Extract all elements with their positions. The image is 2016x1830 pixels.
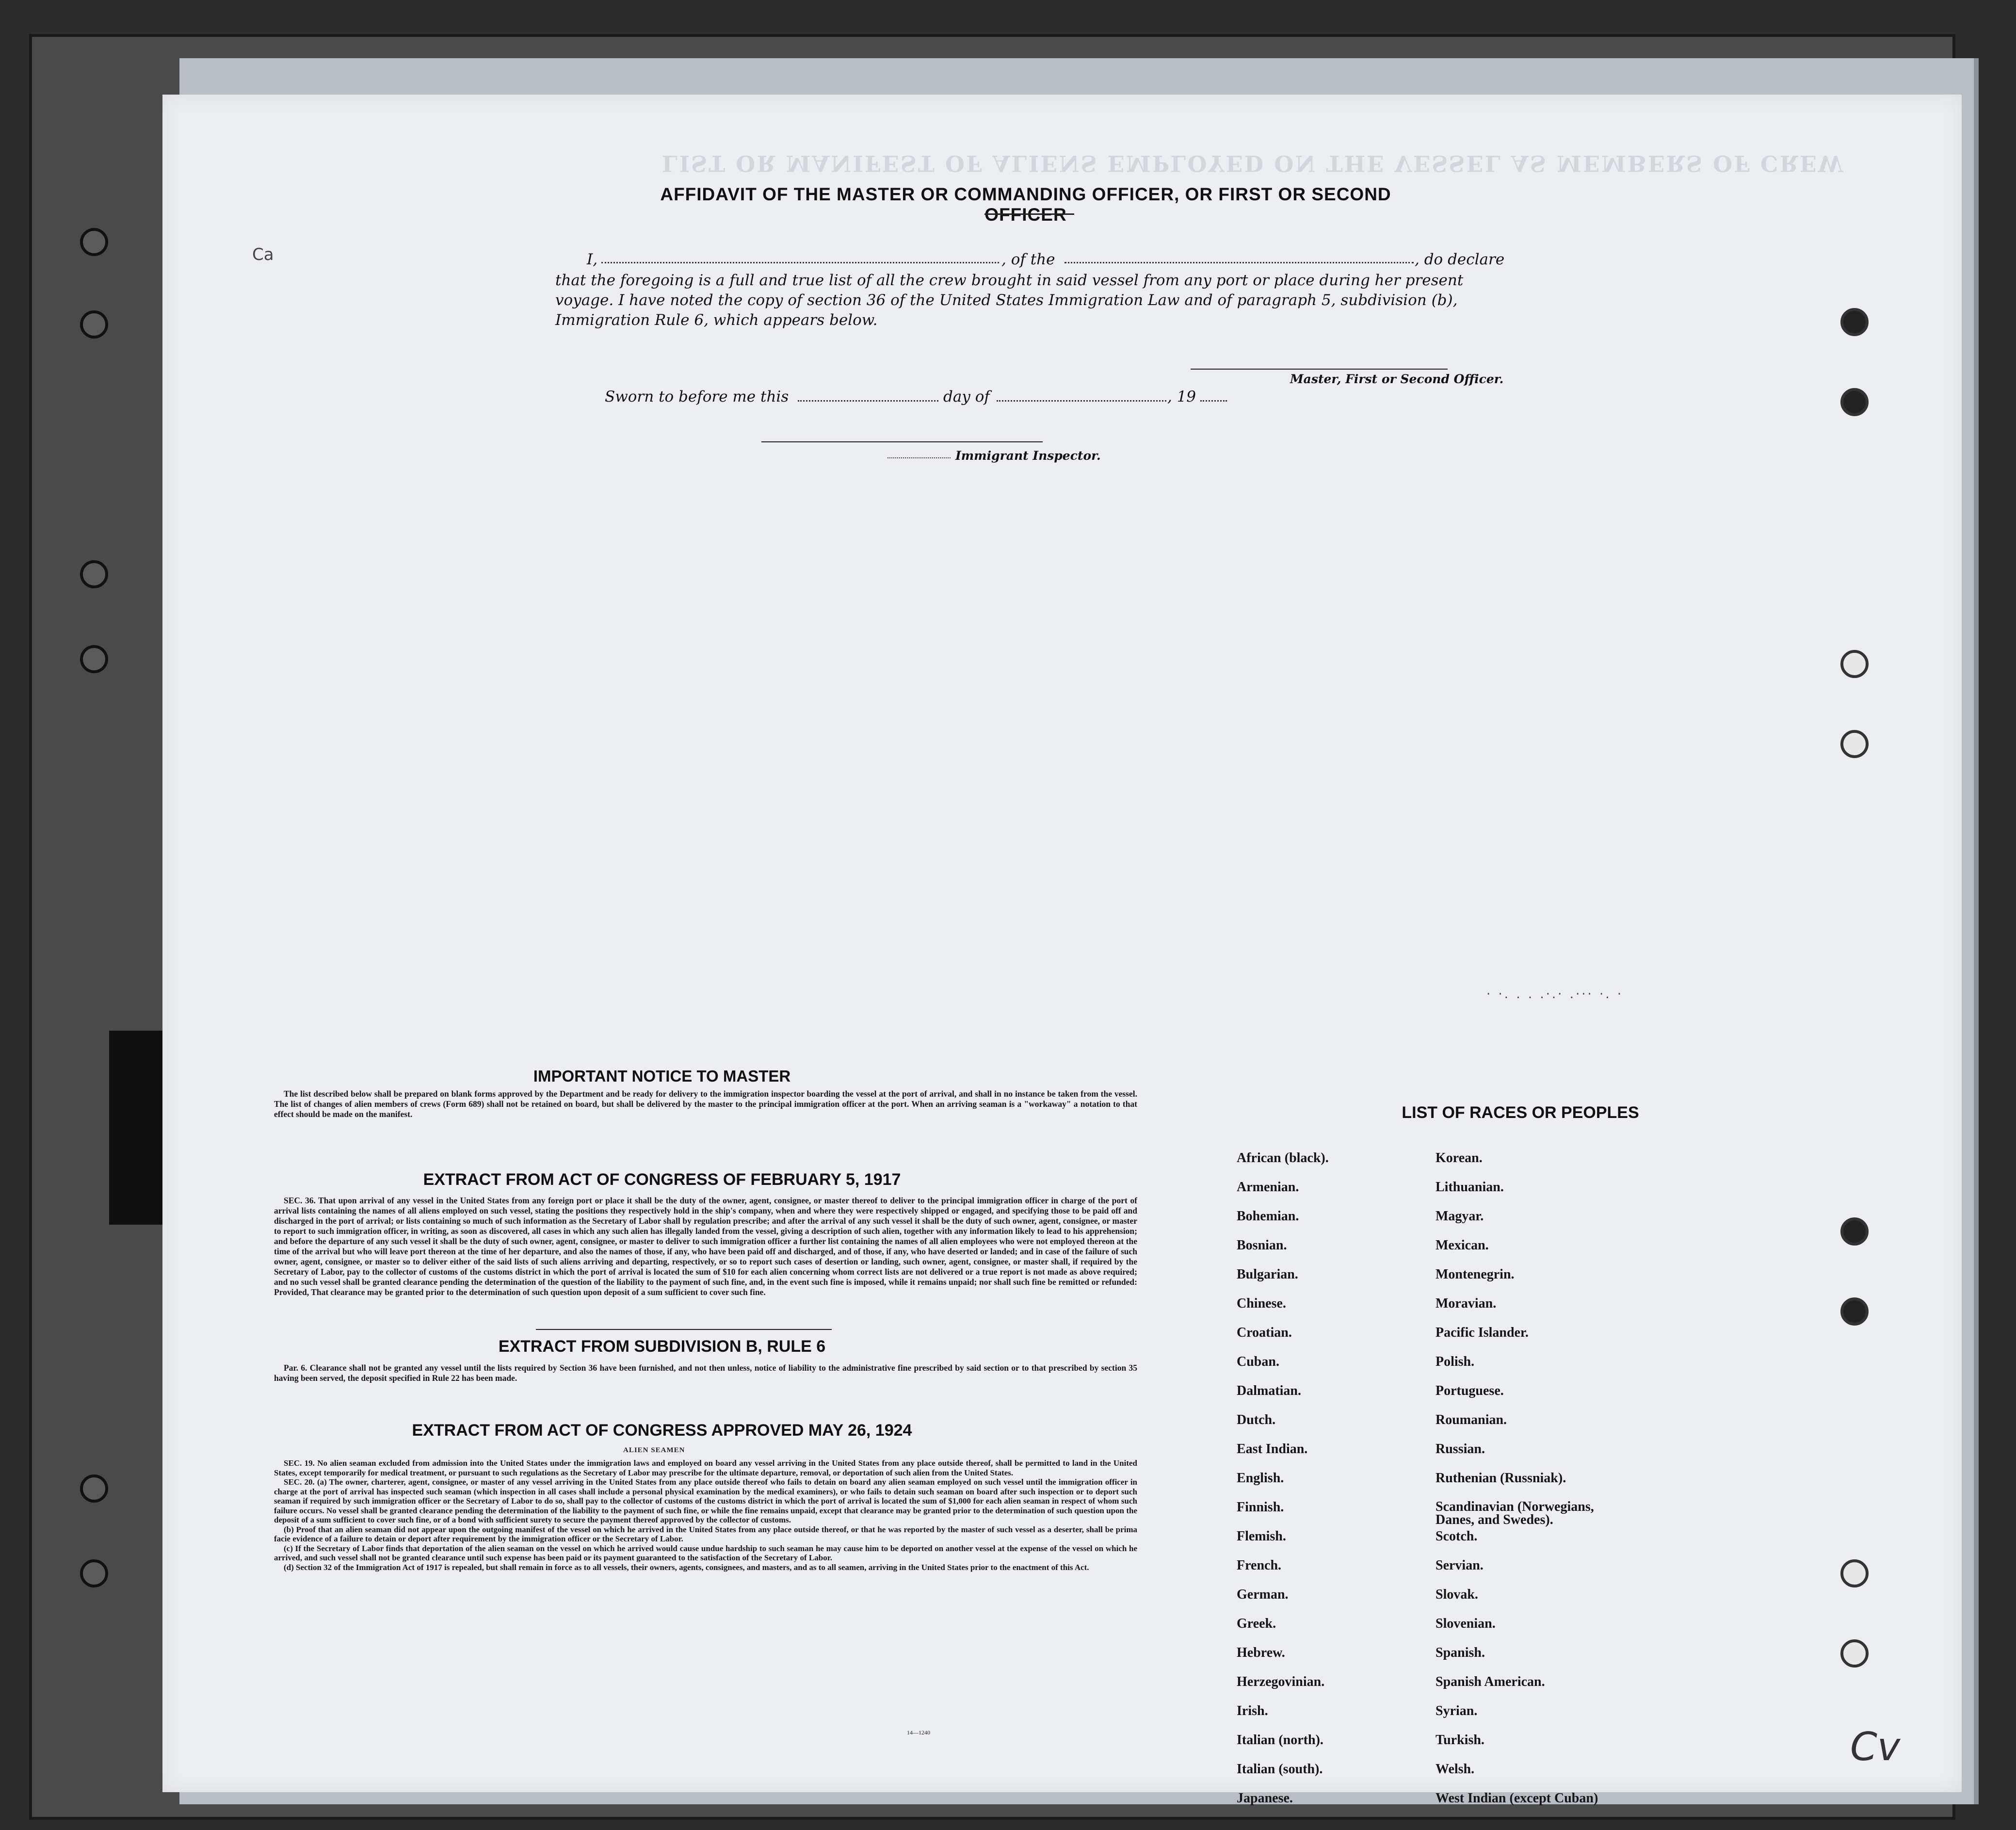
vessel-field-line bbox=[1064, 262, 1414, 263]
title-underline bbox=[984, 213, 1074, 215]
bleed-through: LIST OR MANIFEST OF ALIENS EMPLOYED ON THE VESSEL AS MEMBERS OF CREW bbox=[662, 150, 1845, 177]
race-item: Montenegrin. bbox=[1435, 1267, 1515, 1282]
binder-hole bbox=[80, 645, 108, 673]
signature-line bbox=[1191, 369, 1448, 370]
sworn-label: Sworn to before me this bbox=[605, 388, 789, 405]
extract-1924-text bbox=[274, 1458, 1137, 1572]
binder-hole bbox=[80, 310, 108, 339]
race-item: Italian (south). bbox=[1237, 1762, 1323, 1777]
race-item: Servian. bbox=[1435, 1558, 1484, 1573]
race-item: East Indian. bbox=[1237, 1441, 1308, 1457]
extract-1924-title: EXTRACT FROM ACT OF CONGRESS APPROVED MAY 26, 1924 bbox=[412, 1421, 912, 1440]
page-hole bbox=[1840, 308, 1869, 336]
par-6-paragraph: Par. 6. Clearance shall not be granted any vessel until the lists required by Section 36 have been furnished, and not then unless, notice of liability to the administrative fine prescribed by said section or to that prescribed by section 35 having been served, the deposit specified in Rule 22 has been made. bbox=[274, 1363, 1137, 1383]
race-item: Irish. bbox=[1237, 1703, 1268, 1718]
affidavit-line-3: Immigration Rule 6, which appears below. bbox=[555, 311, 878, 329]
race-item: Dalmatian. bbox=[1237, 1383, 1301, 1398]
page-hole bbox=[1840, 1559, 1869, 1587]
race-item: Armenian. bbox=[1237, 1180, 1299, 1195]
race-item: Spanish. bbox=[1435, 1645, 1485, 1660]
race-item: Scotch. bbox=[1435, 1529, 1478, 1544]
page-hole bbox=[1840, 1639, 1869, 1668]
page-hole bbox=[1840, 388, 1869, 416]
divider bbox=[536, 1329, 832, 1330]
race-item: Mexican. bbox=[1435, 1238, 1489, 1253]
sec-20a-paragraph: SEC. 20. (a) The owner, charterer, agent, consignee, or master of any vessel arriving in the United States from any place outside thereof who fails to detain on board any alien seaman employed on such vessel until the immigration officer in charge at the port of arrival has inspected such seaman (which inspection in all cases shall include a personal physical examination by the medical examiners), or who fails to detain such seaman on board after such inspection or to deport such seaman if required by such immigration officer or the Secretary of Labor to do so, shall pay to the collector of customs of the customs district in which the port of arrival is located the sum of $1,000 for each alien seaman in respect of whom such failure occurs. No vessel shall be granted clearance pending the determination of the liability to the payment of such fine, or while the fine remains unpaid, except that clearance may be granted prior to the determination of such question upon the deposit of a sum sufficient to cover such fine, or of a bond with sufficient surety to secure the payment thereof approved by the collector of customs. bbox=[274, 1477, 1137, 1524]
sec-20d-paragraph: (d) Section 32 of the Immigration Act of 1917 is repealed, but shall remain in force as to all vessels, their owners, agents, consignees, and masters, and as to all seamen, arriving in the United States prior to the enactment of this Act. bbox=[284, 1562, 1089, 1572]
corner-mark: Cv bbox=[1850, 1724, 1901, 1769]
race-item: Flemish. bbox=[1237, 1529, 1286, 1544]
margin-mark: Ca bbox=[252, 245, 274, 264]
race-item: Russian. bbox=[1435, 1441, 1485, 1457]
sec-20b-paragraph: (b) Proof that an alien seaman did not appear upon the outgoing manifest of the vessel on which he arrived in the United States from any place outside thereof, or that he was reported by the master of such vessel as a deserter, shall be prima facie evidence of a failure to detain or deport after requirement by the immigration officer or the Secretary of Labor. bbox=[274, 1524, 1137, 1543]
race-item: Bohemian. bbox=[1237, 1209, 1299, 1224]
race-item: Lithuanian. bbox=[1435, 1180, 1504, 1195]
alien-seamen-subtitle: ALIEN SEAMEN bbox=[623, 1446, 685, 1454]
sworn-day-line bbox=[798, 400, 938, 402]
sec-19-paragraph: SEC. 19. No alien seaman excluded from admission into the United States under the immigration laws and employed on board any vessel arriving in the United States from any place outside thereof, shall be permitted to land in the United States, except temporarily for medical treatment, or pursuant to such regulations as the Secretary of Labor may prescribe for the ultimate departure, removal, or deportation of such alien from the United States. bbox=[274, 1458, 1137, 1477]
manifest-page bbox=[162, 95, 1962, 1806]
race-item: Herzegovinian. bbox=[1237, 1674, 1325, 1689]
race-item: French. bbox=[1237, 1558, 1282, 1573]
race-item: Turkish. bbox=[1435, 1733, 1484, 1748]
inspector-dots bbox=[887, 457, 951, 458]
sec-36-paragraph: SEC. 36. That upon arrival of any vessel in the United States from any foreign port or place it shall be the duty of the owner, agent, consignee, or master thereof to deliver to the principal immigration officer in charge of the port of arrival lists containing the names of all aliens employed on such vessel, stating the positions they respectively hold in the ship's company, when and where they were respectively shipped or engaged, and specifying those to be paid off and discharged in the port of arrival; or lists containing so much of such information as the Secretary of Labor shall by regulation prescribe; and after the arrival of any such vessel it shall be the duty of such owner, agent, consignee, or master to report to such immigration officer, in writing, as soon as discovered, all cases in which any such alien has illegally landed from the vessel, giving a description of such alien, together with any information likely to lead to his apprehension; and before the departure of any such vessel it shall be the duty of such owner, agent, consignee, or master to deliver to such immigration officer a further list containing the names of all alien employees who were not employed thereon at the time of the arrival but who will leave port thereon at the time of her departure, and also the names of those, if any, who have been paid off and discharged, and of those, if any, who have deserted or landed; and in case of the failure of such owner, agent, consignee, or master so to deliver either of the said lists of such aliens arriving and departing, respectively, or so to report such cases of desertion or landing, such owner, agent, consignee, or master shall, if required by the Secretary of Labor, pay to the collector of customs of the customs district in which the port of arrival is located the sum of $10 for each alien concerning whom correct lists are not delivered or a true report is not made as above required; and no such vessel shall be granted clearance pending the determination of the question of the liability to the payment of such fine, and, in the event such fine is imposed, while it remains unpaid; nor shall such fine be remitted or refunded: Provided, That clearance may be granted prior to the determination of such question upon deposit of a sum sufficient to cover such fine. bbox=[274, 1196, 1137, 1297]
extract-1917-title: EXTRACT FROM ACT OF CONGRESS OF FEBRUARY 5, 1917 bbox=[423, 1170, 901, 1189]
races-right-column bbox=[1435, 1151, 1610, 1820]
affidavit-line-2: voyage. I have noted the copy of section 36 of the United States Immigration Law and of paragraph 5, subdivision (b), bbox=[555, 292, 1458, 309]
year-label: , 19 bbox=[1167, 388, 1196, 405]
race-item: Polish. bbox=[1435, 1354, 1475, 1369]
binder-hole bbox=[80, 1559, 108, 1587]
race-item: Roumanian. bbox=[1435, 1412, 1507, 1427]
binder-hole bbox=[80, 1474, 108, 1503]
rule-6-title: EXTRACT FROM SUBDIVISION B, RULE 6 bbox=[498, 1337, 826, 1356]
race-item: Pacific Islander. bbox=[1435, 1325, 1529, 1340]
faint-scribble: · ·. . . .·.· .··· ·. · bbox=[1486, 987, 1624, 1002]
race-item: Ruthenian (Russniak). bbox=[1435, 1471, 1566, 1486]
race-item: Slovak. bbox=[1435, 1587, 1478, 1602]
race-item: Syrian. bbox=[1435, 1703, 1478, 1718]
race-item: Croatian. bbox=[1237, 1325, 1292, 1340]
page-hole bbox=[1840, 1217, 1869, 1246]
page-hole bbox=[1840, 650, 1869, 678]
name-field-line bbox=[601, 262, 999, 263]
race-item: Moravian. bbox=[1435, 1296, 1497, 1311]
race-item: Chinese. bbox=[1237, 1296, 1286, 1311]
race-item: Finnish. bbox=[1237, 1500, 1284, 1515]
races-title: LIST OF RACES OR PEOPLES bbox=[1402, 1103, 1639, 1122]
race-item: Cuban. bbox=[1237, 1354, 1279, 1369]
race-item: Scandinavian (Norwegians, Danes, and Swedes). bbox=[1435, 1499, 1594, 1527]
race-item: Portuguese. bbox=[1435, 1383, 1504, 1398]
affidavit-i: I, bbox=[587, 251, 598, 268]
notice-title: IMPORTANT NOTICE TO MASTER bbox=[533, 1067, 791, 1085]
sworn-year-line bbox=[1200, 400, 1227, 402]
sec-20c-paragraph: (c) If the Secretary of Labor finds that deportation of the alien seaman on the vessel on which he arrived would cause undue hardship to such seaman he may cause him to be deported on another vessel at the expense of the vessel on which he arrived, and such vessel shall not be granted clearance until such expense has been paid or its payment guaranteed to the satisfaction of the Secretary of Labor. bbox=[274, 1543, 1137, 1562]
race-item: Welsh. bbox=[1435, 1762, 1475, 1777]
binder-hole bbox=[80, 228, 108, 256]
inspector-caption: Immigrant Inspector. bbox=[955, 449, 1101, 463]
race-item: Greek. bbox=[1237, 1616, 1276, 1631]
races-left-column bbox=[1237, 1151, 1329, 1820]
race-item: Slovenian. bbox=[1435, 1616, 1496, 1631]
affidavit-title: AFFIDAVIT OF THE MASTER OR COMMANDING OFFICER, OR FIRST OR SECOND OFFICER bbox=[660, 184, 1391, 225]
race-item: West Indian (except Cuban) bbox=[1435, 1791, 1598, 1806]
race-item: Hebrew. bbox=[1237, 1645, 1285, 1660]
race-item: African (black). bbox=[1237, 1150, 1329, 1166]
race-item: English. bbox=[1237, 1471, 1284, 1486]
race-item: Italian (north). bbox=[1237, 1733, 1323, 1748]
race-item: Magyar. bbox=[1435, 1209, 1484, 1224]
affidavit-declare: , do declare bbox=[1415, 251, 1505, 268]
binder-hole bbox=[80, 560, 108, 588]
race-item: Spanish American. bbox=[1435, 1674, 1545, 1689]
race-item: Korean. bbox=[1435, 1150, 1483, 1166]
affidavit-of-the: , of the bbox=[1001, 251, 1055, 268]
page-hole bbox=[1840, 1297, 1869, 1326]
rule-6-text bbox=[274, 1363, 1137, 1383]
race-item: Bulgarian. bbox=[1237, 1267, 1298, 1282]
inspector-signature-line bbox=[761, 441, 1043, 442]
notice-paragraph: The list described below shall be prepared on blank forms approved by the Department and be ready for delivery to the immigration inspector boarding the vessel at the port of arrival, and shall in no instance be taken from the vessel. The list of changes of alien members of crews (Form 689) shall not be retained on board, but shall be delivered by the master to the principal immigration officer at the port. When an arriving seaman is a "workaway" a notation to that effect should be made on the manifest. bbox=[274, 1089, 1137, 1119]
day-of-label: day of bbox=[943, 388, 990, 405]
page-hole bbox=[1840, 730, 1869, 758]
race-item: Dutch. bbox=[1237, 1412, 1276, 1427]
form-number: 14—1240 bbox=[907, 1729, 930, 1736]
race-item: Bosnian. bbox=[1237, 1238, 1287, 1253]
extract-1917-text bbox=[274, 1196, 1137, 1297]
race-item: German. bbox=[1237, 1587, 1289, 1602]
affidavit-line-1: that the foregoing is a full and true list of all the crew brought in said vessel from any port or place during her present bbox=[555, 272, 1464, 289]
sworn-month-line bbox=[997, 400, 1166, 402]
race-item: Japanese. bbox=[1237, 1791, 1293, 1806]
signature-caption: Master, First or Second Officer. bbox=[1290, 372, 1504, 386]
notice-text bbox=[274, 1089, 1137, 1119]
